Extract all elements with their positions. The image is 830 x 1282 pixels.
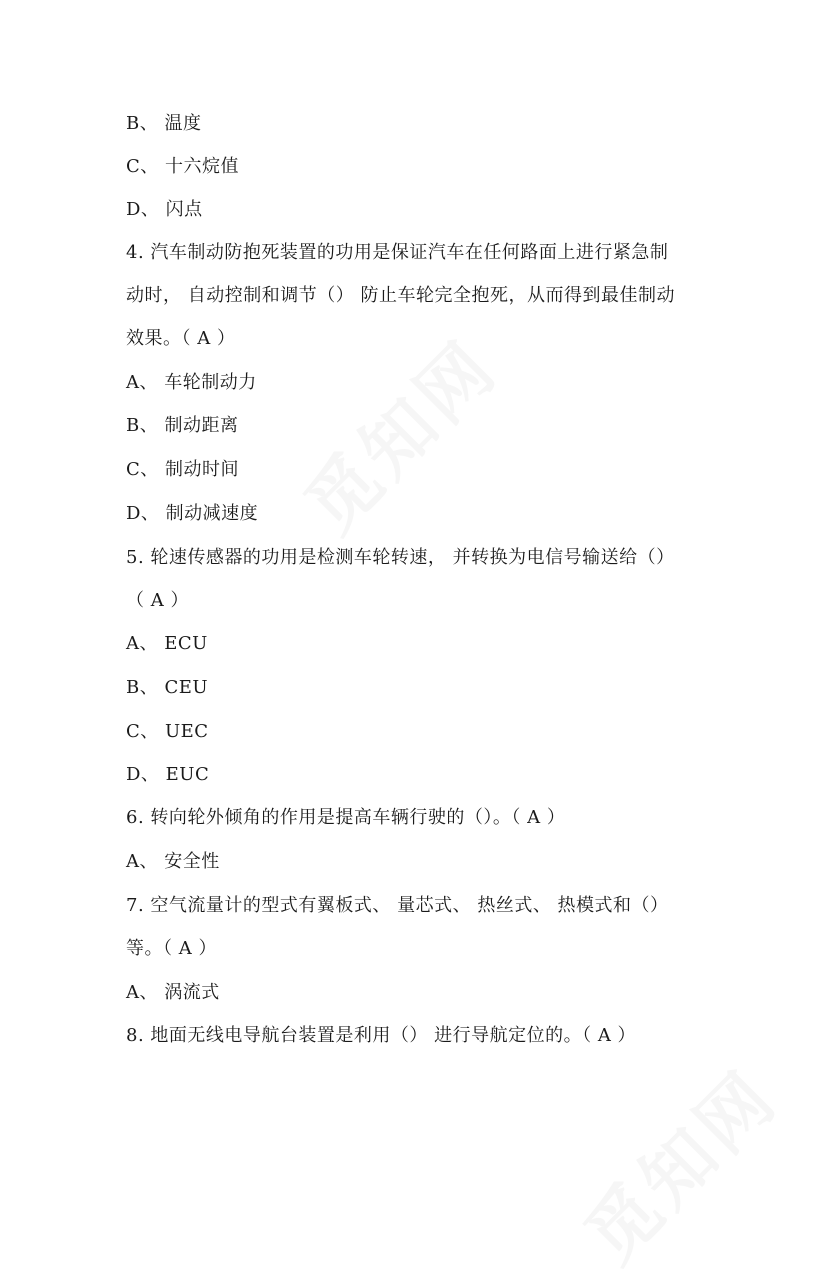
question-4-line-1: 4. 汽车制动防抱死装置的功用是保证汽车在任何路面上进行紧急制 [126,242,669,263]
question-5-line-2: （ A ） [126,590,189,611]
q6-option-a: A、 安全性 [126,851,220,872]
q4-option-b: B、 制动距离 [126,415,239,436]
q5-option-c: C、 UEC [126,721,209,742]
option-c-cetane: C、 十六烷值 [126,156,239,177]
q7-option-a: A、 涡流式 [126,982,220,1003]
q4-option-a: A、 车轮制动力 [126,372,257,393]
question-7-line-2: 等。（ A ） [126,938,217,959]
question-4-line-3: 效果。（ A ） [126,328,236,349]
option-d-flash-point: D、 闪点 [126,199,203,220]
option-b-temperature: B、 温度 [126,113,202,134]
question-5-line-1: 5. 轮速传感器的功用是检测车轮转速， 并转换为电信号输送给（） [126,547,675,568]
q5-option-d: D、 EUC [126,764,210,785]
question-6: 6. 转向轮外倾角的作用是提高车辆行驶的（）。（ A ） [126,807,566,828]
q5-option-a: A、 ECU [126,633,208,654]
watermark-bottom [558,1042,797,1281]
q5-option-b: B、 CEU [126,677,209,698]
question-7-line-1: 7. 空气流量计的型式有翼板式、 量芯式、 热丝式、 热模式和（） [126,895,669,916]
q4-option-c: C、 制动时间 [126,459,239,480]
watermark-top [278,312,517,551]
q4-option-d: D、 制动减速度 [126,503,259,524]
question-8: 8. 地面无线电导航台装置是利用（） 进行导航定位的。（ A ） [126,1025,637,1046]
question-4-line-2: 动时， 自动控制和调节（） 防止车轮完全抱死，从而得到最佳制动 [126,285,675,306]
